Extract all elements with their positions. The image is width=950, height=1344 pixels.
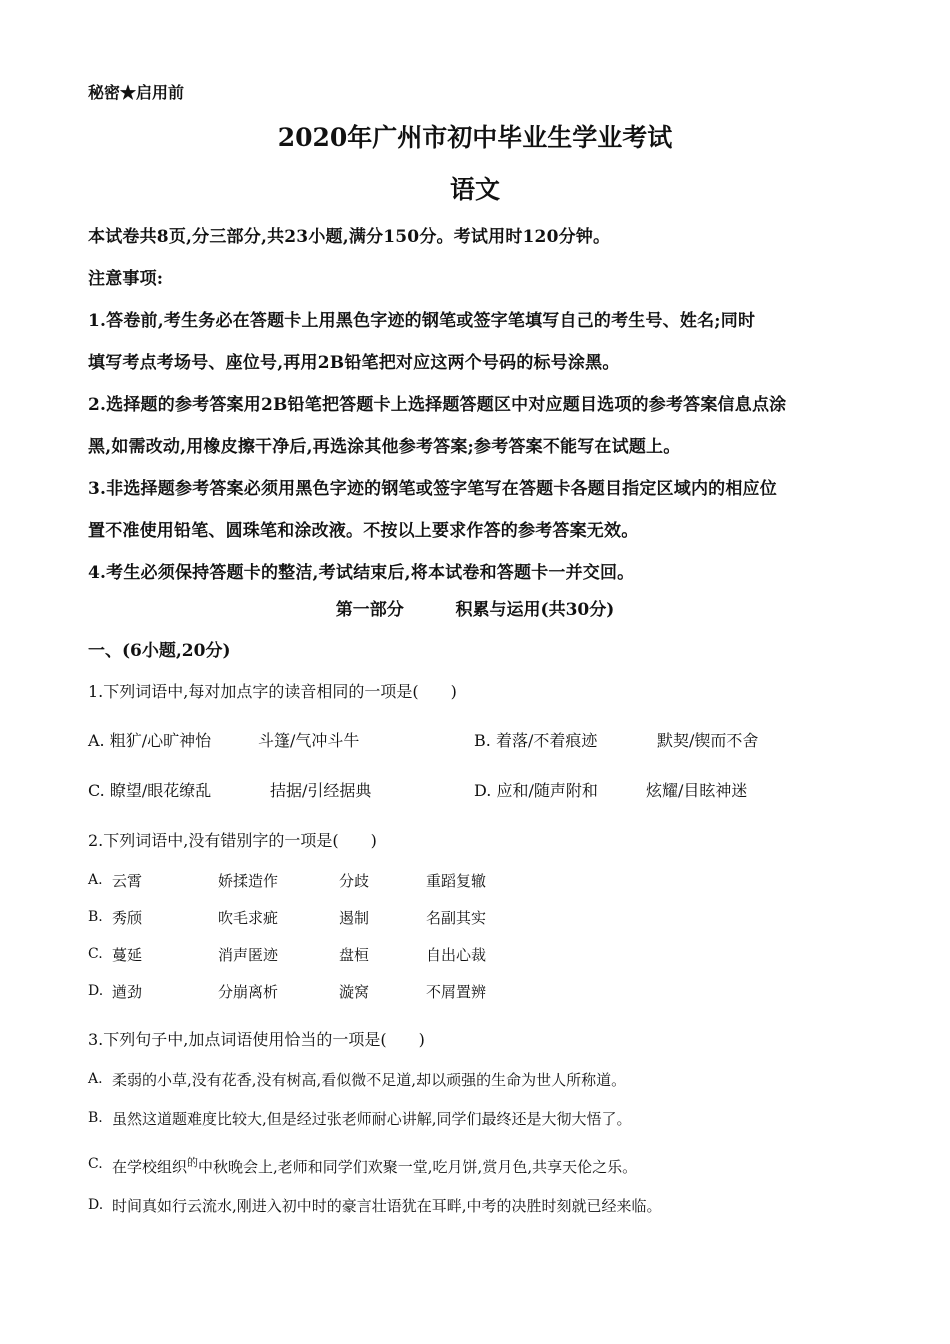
option-word: 瞭望/眼花缭乱	[109, 781, 212, 800]
option-word: 不屑置辨	[426, 983, 487, 1001]
option-word: 炫耀/目眩神迷	[646, 781, 748, 800]
question-3-stem: 3.下列句子中,加点词语使用恰当的一项是( )	[88, 1030, 425, 1049]
option-word: 遒劲	[112, 983, 143, 1001]
option-label: C.	[88, 781, 105, 800]
option-text-part: 在学校组织	[112, 1158, 188, 1176]
note-line: 1.答卷前,考生务必在答题卡上用黑色字迹的钢笔或签字笔填写自己的考生号、姓名;同时	[88, 311, 756, 331]
option-word: 名副其实	[426, 909, 487, 927]
option-word: 云霄	[112, 872, 143, 890]
option-word: 分歧	[339, 872, 370, 890]
option-text: 虽然这道题难度比较大,但是经过张老师耐心讲解,同学们最终还是大彻大悟了。	[112, 1110, 632, 1128]
option-word: 秀颀	[112, 909, 143, 927]
note-line: 填写考点考场号、座位号,再用2B铅笔把对应这两个号码的标号涂黑。	[88, 353, 620, 373]
option-word: 自出心裁	[426, 946, 487, 964]
option-label: C.	[88, 946, 103, 962]
note-line: 4.考生必须保持答题卡的整洁,考试结束后,将本试卷和答题卡一并交回。	[88, 563, 635, 583]
option-word: 娇揉造作	[218, 872, 279, 890]
option-text	[112, 1154, 637, 1177]
section-heading	[0, 595, 950, 620]
option-word: 斗篷/气冲斗牛	[258, 731, 360, 750]
confidential-label: 秘密★启用前	[88, 83, 185, 102]
option-word: 漩窝	[339, 983, 370, 1001]
subject-title: 语文	[449, 175, 500, 204]
option-label: B.	[474, 731, 491, 750]
option-word: 吹毛求疵	[218, 909, 279, 927]
section-part: 第一部分	[335, 600, 404, 620]
section-name: 积累与运用(共30分)	[455, 600, 615, 620]
question-1-stem: 1.下列词语中,每对加点字的读音相同的一项是( )	[88, 682, 457, 701]
option-label: B.	[88, 1110, 103, 1126]
q1-option-d	[474, 778, 598, 801]
option-label: A.	[88, 731, 105, 750]
option-word: 粗犷/心旷神怡	[109, 731, 212, 750]
option-word: 盘桓	[339, 946, 370, 964]
note-line: 置不准使用铅笔、圆珠笔和涂改液。不按以上要求作答的参考答案无效。	[88, 521, 639, 541]
option-word: 拮据/引经据典	[270, 781, 372, 800]
option-word: 重蹈复辙	[426, 872, 487, 890]
q1-option-c	[88, 778, 211, 801]
option-label: D.	[88, 1197, 104, 1213]
option-text: 柔弱的小草,没有花香,没有树高,看似微不足道,却以顽强的生命为世人所称道。	[112, 1071, 627, 1089]
option-label: A.	[88, 872, 103, 888]
question-2-stem: 2.下列词语中,没有错别字的一项是( )	[88, 831, 377, 850]
q1-option-b	[474, 728, 597, 751]
option-label: C.	[88, 1156, 103, 1172]
question-group-heading: 一、(6小题,20分)	[88, 641, 231, 661]
note-line: 黑,如需改动,用橡皮擦干净后,再选涂其他参考答案;参考答案不能写在试题上。	[88, 437, 681, 457]
q1-option-a	[88, 728, 211, 751]
note-line: 3.非选择题参考答案必须用黑色字迹的钢笔或签字笔写在答题卡各题目指定区域内的相应位	[88, 479, 777, 499]
option-word: 着落/不着痕迹	[495, 731, 598, 750]
option-label: D.	[88, 983, 104, 999]
option-word: 消声匿迹	[218, 946, 279, 964]
notice-heading: 注意事项:	[88, 269, 164, 289]
exam-summary: 本试卷共8页,分三部分,共23小题,满分150分。考试用时120分钟。	[88, 227, 611, 247]
superscript-char: 的	[187, 1156, 199, 1169]
option-label: A.	[88, 1071, 103, 1087]
note-line: 2.选择题的参考答案用2B铅笔把答题卡上选择题答题区中对应题目选项的参考答案信息点涂	[88, 395, 787, 415]
exam-title: 2020年广州市初中毕业生学业考试	[277, 123, 673, 152]
option-word: 分崩离析	[218, 983, 279, 1001]
option-text-part: 中秋晚会上,老师和同学们欢聚一堂,吃月饼,赏月色,共享天伦之乐。	[198, 1158, 638, 1176]
option-word: 蔓延	[112, 946, 143, 964]
option-word: 遏制	[339, 909, 370, 927]
option-label: D.	[474, 781, 492, 800]
option-word: 默契/锲而不舍	[657, 731, 759, 750]
option-label: B.	[88, 909, 103, 925]
option-word: 应和/随声附和	[496, 781, 598, 800]
option-text: 时间真如行云流水,刚进入初中时的豪言壮语犹在耳畔,中考的决胜时刻就已经来临。	[112, 1197, 662, 1215]
